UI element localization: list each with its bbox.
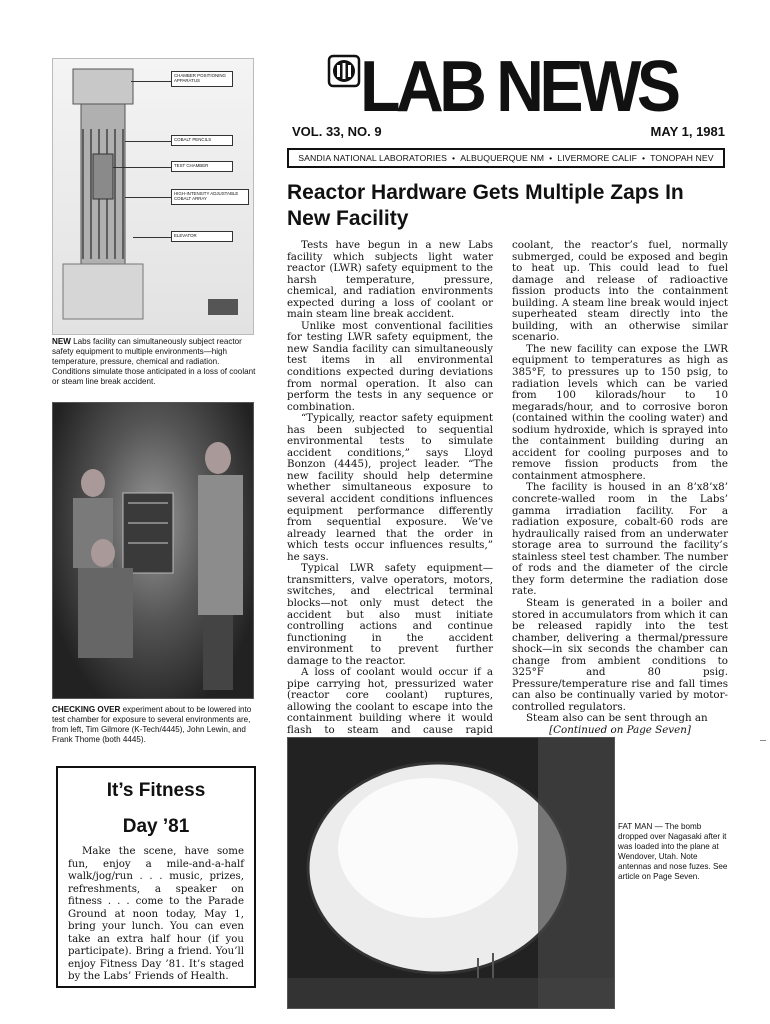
volume-number: VOL. 33, NO. 9: [292, 124, 382, 139]
article-column-1: [287, 239, 493, 736]
fitness-body: Make the scene, have some fun, enjoy a mile-and-a-half walk/jog/run . . . music, prizes, refreshments, a speaker on fitness . . . come to the Parade Ground at noon today, May 1, bring your lunch. You can even take an extra half hour (if you participate). Bring a friend. You’ll enjoy Fitness Day ’81. It’s staged by the Labs’ Friends of Health.: [68, 846, 244, 982]
paragraph: A loss of coolant would occur if a pipe carrying hot, pressurized water (reactor core coolant) ruptures, allowing the coolant to escape into the containment building where it would flash to steam and cause rapid: [287, 666, 493, 736]
diagram-label: COBALT PENCILS: [171, 135, 233, 146]
masthead-title: LAB NEWS: [360, 47, 677, 127]
caption-text: — The bomb dropped over Nagasaki after it was loaded into the plane at Wendover, Utah. Note antennas and nose fuzes. See article on Page Seven.: [618, 822, 728, 881]
caption-lead: FAT MAN: [618, 822, 653, 831]
location: SANDIA NATIONAL LABORATORIES: [298, 153, 448, 163]
paragraph: The facility is housed in an 8’x8’x8’ concrete-walled room in the Labs’ gamma irradiation facility. For a radiation exposure, cobalt-60 rods are hydraulically raised from an underwater storage area to surround the facility’s stainless steel test chamber. The number of rods and the diameter of the circle they form determine the radiation dose rate.: [512, 481, 728, 598]
paragraph: The new facility can expose the LWR equipment to temperatures as high as 385°F, to pressures up to 150 psig, to radiation levels which can be varied from 100 kilorads/hour to 10 megarads/hour, and to corrosive boron (contained within the cooling water) and sodium hydroxide, which is sprayed into the containment building during an accident for cooling purposes and to remove fission products from the containment atmosphere.: [512, 342, 728, 482]
paragraph: Tests have begun in a new Labs facility which subjects light water reactor (LWR) safety equipment to the harsh temperature, pressure, chemical, and radiation environments expected during a loss of coolant or main steam line break accident.: [287, 239, 493, 321]
article-headline: Reactor Hardware Gets Multiple Zaps In New Facility: [287, 181, 684, 230]
location: TONOPAH NEV: [650, 153, 714, 163]
fitness-title: It’s Fitness: [106, 780, 206, 801]
caption-lead: CHECKING OVER: [52, 705, 121, 714]
locations-bar: SANDIA NATIONAL LABORATORIES • ALBUQUERQUE NM • LIVERMORE CALIF • TONOPAH NEV: [287, 148, 725, 168]
fitness-day-box: [56, 766, 256, 988]
bomb-photo: [288, 738, 614, 1008]
paragraph: Unlike most conventional facilities for testing LWR safety equipment, the new Sandia facility can simultaneously test items in all environmental conditions expected during deviations from normal operation. It also can perform the tests in any sequence or combination.: [287, 319, 493, 413]
sandia-logo-icon: [328, 55, 360, 87]
paragraph: Steam is generated in a boiler and stored in accumulators from which it can be released rapidly into the test chamber, delivering a thermal/pressure shock—in six seconds the chamber can change from ambient conditions to 325°F and 80 psig. Pressure/temperature rise and fall times can also be continually varied by motor-controlled regulators.: [512, 596, 728, 713]
caption-text: experiment about to be lowered into test chamber for exposure to several environments are, from left, Tim Gilmore (K-Tech/4445), John Lewin, and Frank Thome (both 4445).: [52, 705, 252, 744]
facility-diagram: [52, 58, 254, 335]
location: ALBUQUERQUE NM: [460, 153, 545, 163]
photo-caption: [52, 705, 258, 745]
margin-mark: [760, 740, 766, 741]
paragraph: Steam also can be sent through an: [526, 712, 708, 725]
researchers-photo: [53, 403, 253, 698]
issue-date: MAY 1, 1981: [650, 124, 725, 139]
diagram-caption: [52, 337, 258, 387]
paragraph: Typical LWR safety equipment—transmitters, valve operators, motors, switches, and electrical terminal blocks—not only must detect the accident but also must initiate controlling actions and continue functioning in the accident environment to prevent further damage to the reactor.: [287, 562, 493, 667]
diagram-label: ELEVATOR: [171, 231, 233, 242]
continued-note: [Continued on Page Seven]: [549, 723, 691, 736]
fat-man-photo: [287, 737, 615, 1009]
diagram-label: CHAMBER POSITIONING APPARATUS: [171, 71, 233, 87]
bomb-caption: [618, 822, 728, 882]
paragraph: “Typically, reactor safety equipment has been subjected to sequential environmental tests to simulate accident conditions,” says Lloyd Bonzon (4445), project leader. “The new facility should help determine whether simultaneous exposure to several accident conditions influences equipment performance differently from sequential exposure. We’ve already learned that the order in which tests occur influences results,” he says.: [287, 412, 493, 563]
lab-photo: [52, 402, 254, 699]
diagram-label: TEST CHAMBER: [171, 161, 233, 172]
diagram-label: HIGH-INTENSITY ADJUSTABLE COBALT ARRAY: [171, 189, 249, 205]
location: LIVERMORE CALIF: [557, 153, 638, 163]
article-column-2: [512, 239, 728, 736]
fitness-title: Day ’81: [122, 816, 190, 837]
paragraph: coolant, the reactor’s fuel, normally submerged, could be exposed and begin to heat up. This could lead to fuel damage and release of radioactive fission products into the containment building. A steam line break would inject superheated steam directly into the building, with an otherwise similar scenario.: [512, 239, 728, 344]
caption-text: Labs facility can simultaneously subject reactor safety equipment to multiple environments—high temperature, pressure, chemical and radiation. Conditions simulate those anticipated in a loss of coolant or steam line break accident.: [52, 337, 256, 386]
caption-lead: NEW: [52, 337, 71, 346]
